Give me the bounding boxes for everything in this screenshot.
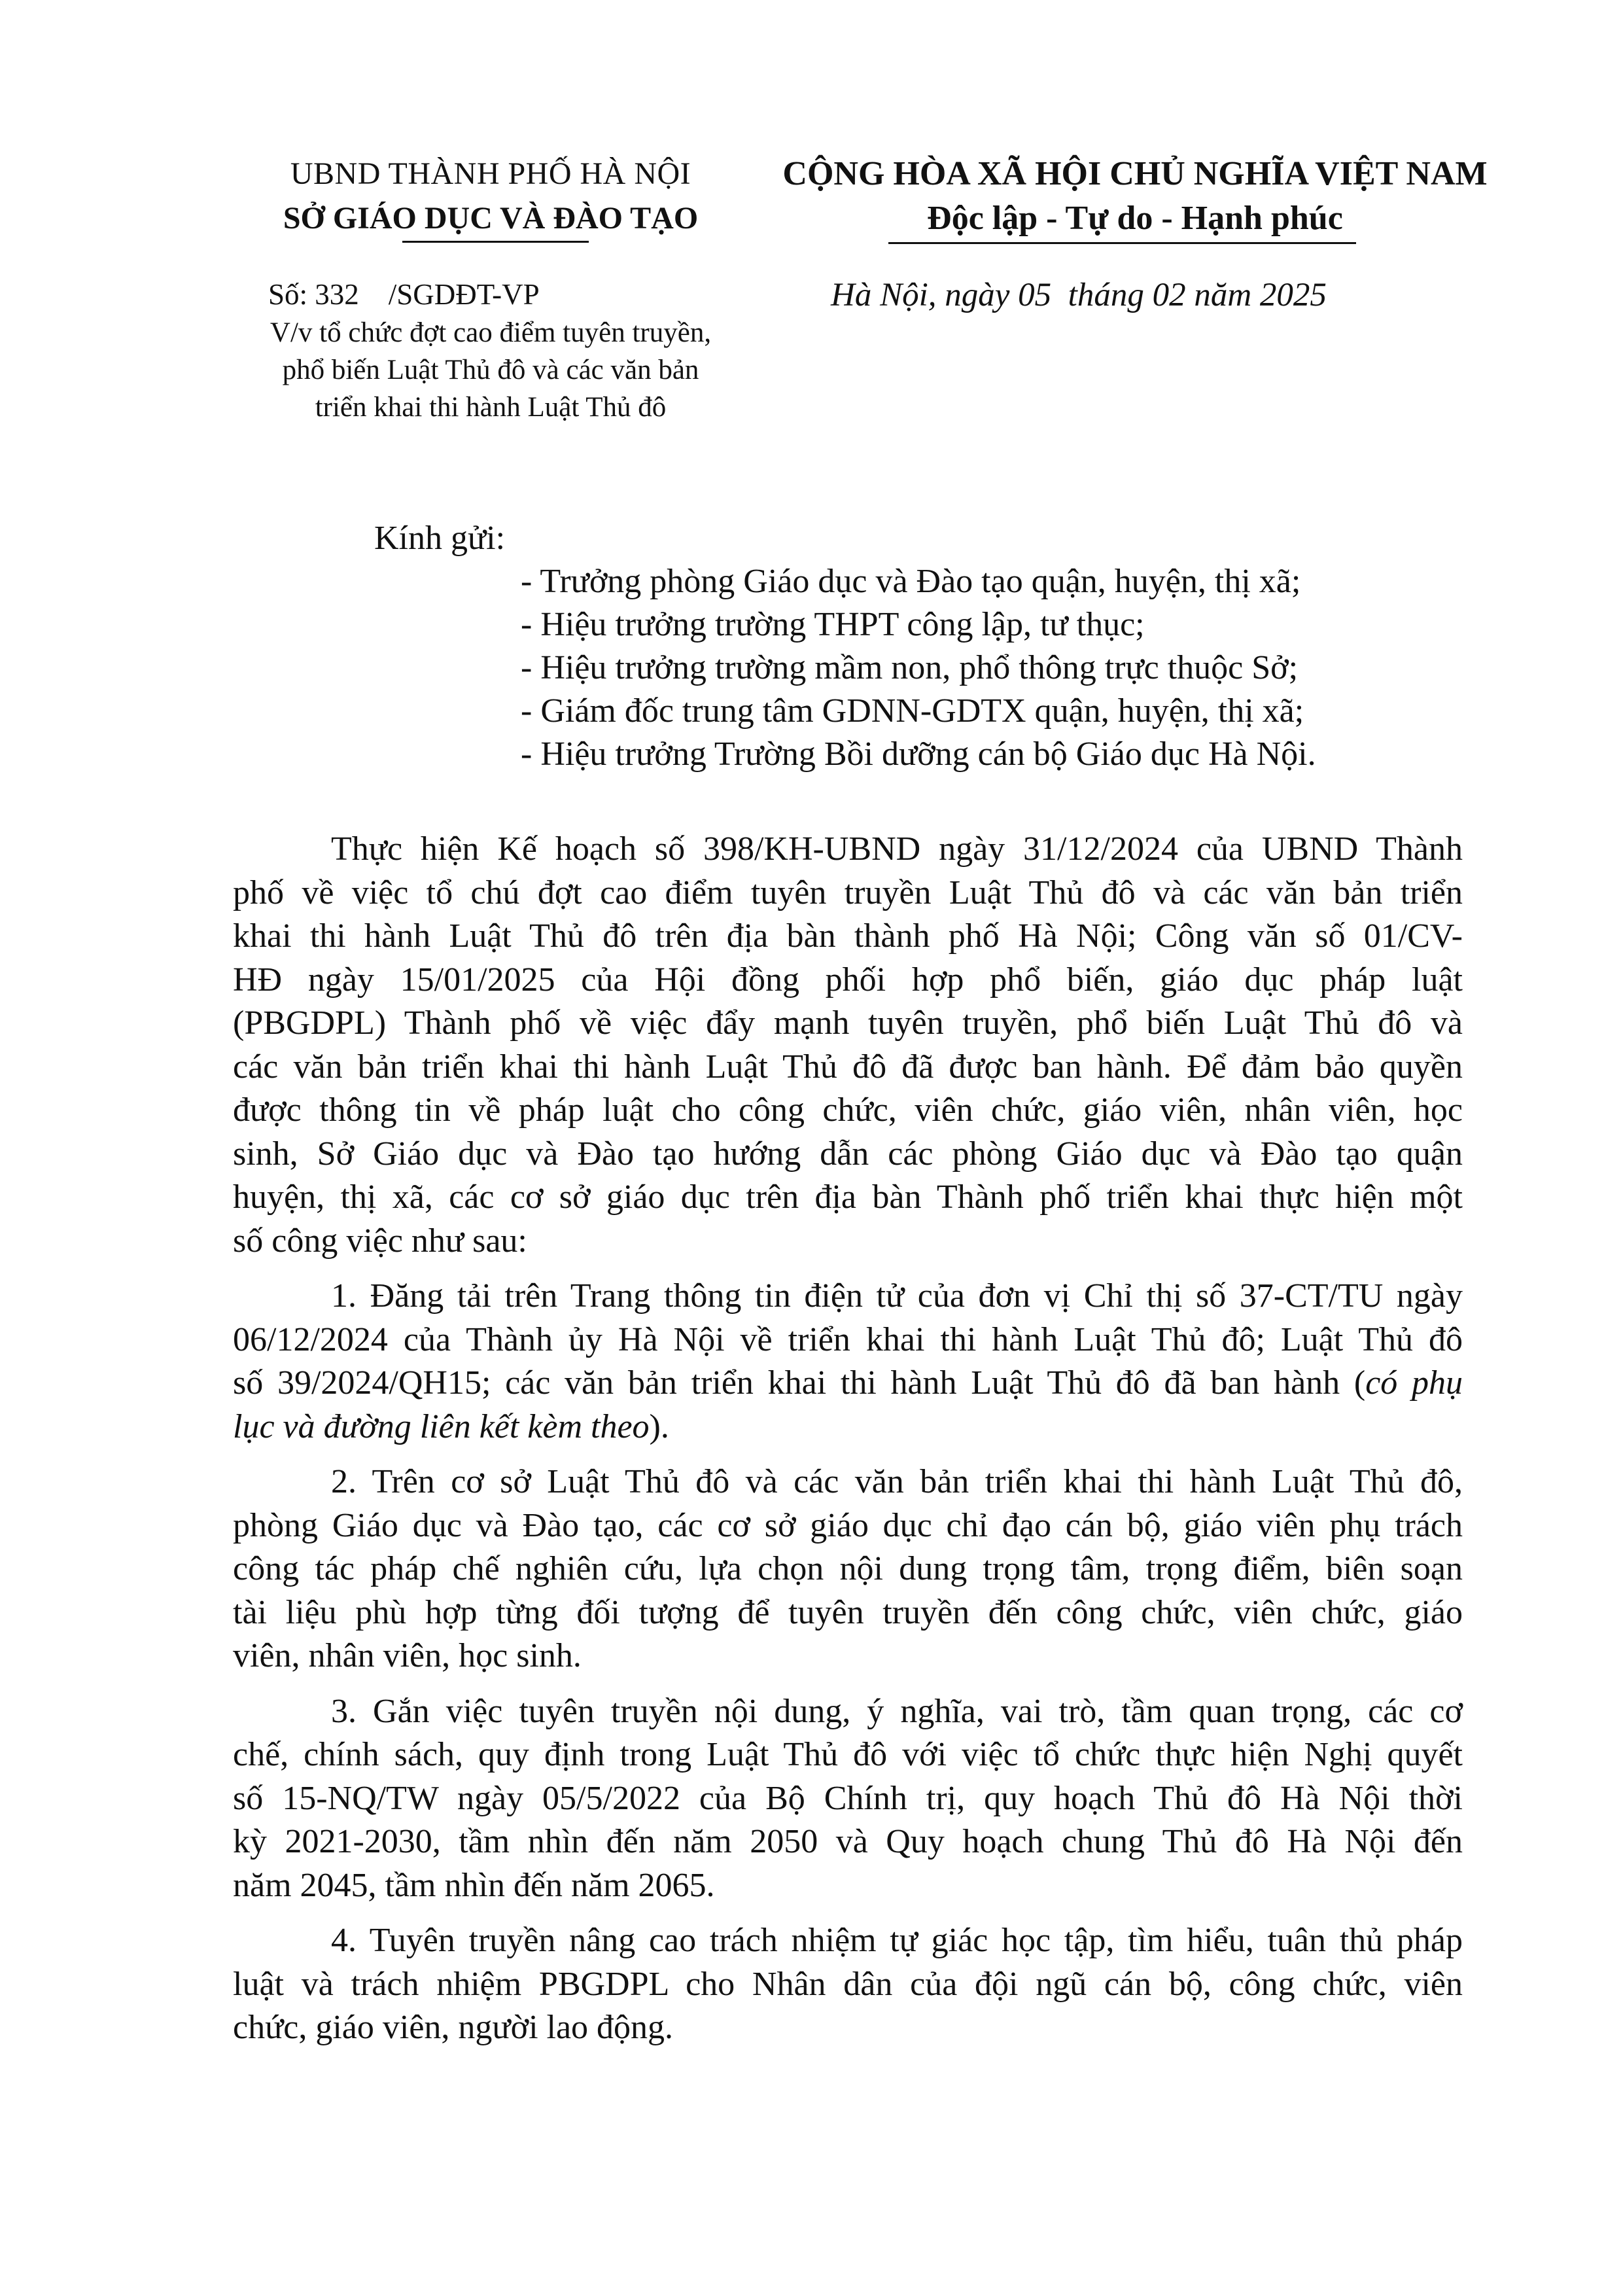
subject-line: phổ biến Luật Thủ đô và các văn bản [282,355,699,385]
national-header-block [746,152,1524,241]
body-line: số công việc như sau: [233,1222,527,1260]
body-line: 1. Đăng tải trên Trang thông tin điện tử của đơn vị Chỉ thị số 37-CT/TU ngày [331,1277,1463,1315]
agency-underline [402,241,589,243]
recipient-item: - Hiệu trưởng Trường Bồi dưỡng cán bộ Giáo dục Hà Nội. [521,735,1316,773]
body-line: huyện, thị xã, các cơ sở giáo dục trên địa bàn Thành phố triển khai thực hiện một [233,1178,1463,1216]
item-4-paragraph [233,1919,1463,2050]
body-line: 2. Trên cơ sở Luật Thủ đô và các văn bản triển khai thi hành Luật Thủ đô, [331,1463,1463,1500]
body-line: phòng Giáo dục và Đào tạo, các cơ sở giáo dục chỉ đạo cán bộ, giáo viên phụ trách [233,1506,1463,1544]
italic-fragment: có phụ [1365,1364,1463,1402]
salutation: Kính gửi: [374,520,506,557]
body-line: 3. Gắn việc tuyên truyền nội dung, ý nghĩa, vai trò, tầm quan trọng, các cơ [331,1692,1463,1730]
body-line: phố về việc tổ chú đợt cao điểm tuyên truyền Luật Thủ đô và các văn bản triển [233,874,1463,911]
body-line: năm 2045, tầm nhìn đến năm 2065. [233,1866,715,1904]
body-line: Thực hiện Kế hoạch số 398/KH-UBND ngày 31/12/2024 của UBND Thành [331,830,1463,868]
body-line: công tác pháp chế nghiên cứu, lựa chọn nội dung trọng tâm, trọng điểm, biên soạn [233,1550,1463,1587]
body-line: chế, chính sách, quy định trong Luật Thủ đô với việc tổ chức thực hiện Nghị quyết [233,1736,1463,1773]
body-line: chức, giáo viên, người lao động. [233,2009,674,2046]
recipient-item: - Hiệu trưởng trường THPT công lập, tư thục; [521,606,1145,643]
subject-line: V/v tổ chức đợt cao điểm tuyên truyền, [270,317,712,348]
body-line: các văn bản triển khai thi hành Luật Thủ đô đã được ban hành. Để đảm bảo quyền [233,1048,1463,1086]
body-line: (PBGDPL) Thành phố về việc đẩy mạnh tuyên truyền, phổ biến Luật Thủ đô và [233,1004,1463,1042]
intro-paragraph [233,828,1463,1263]
body-line-mixed [233,1405,1463,1449]
body-line: viên, nhân viên, học sinh. [233,1637,582,1674]
item-3-paragraph [233,1690,1463,1908]
body-line: tài liệu phù hợp từng đối tượng để tuyên truyền đến công chức, viên chức, giáo [233,1593,1463,1631]
body-line: HĐ ngày 15/01/2025 của Hội đồng phối hợp phổ biến, giáo dục pháp luật [233,961,1463,998]
recipient-item: - Hiệu trưởng trường mầm non, phổ thông trực thuộc Sở; [521,649,1299,686]
body-line: 06/12/2024 của Thành ủy Hà Nội về triển khai thi hành Luật Thủ đô; Luật Thủ đô [233,1320,1463,1358]
issuing-agency-block [236,152,746,241]
agency-name: SỞ GIÁO DỤC VÀ ĐÀO TẠO [283,201,699,236]
parent-agency: UBND THÀNH PHỐ HÀ NỘI [290,156,691,191]
item-2-paragraph [233,1460,1463,1678]
body-line: luật và trách nhiệm PBGDPL cho Nhân dân của đội ngũ cán bộ, công chức, viên [233,1965,1463,2003]
italic-fragment: lục và đường liên kết kèm theo [233,1407,650,1445]
national-motto: Độc lập - Tự do - Hạnh phúc [927,200,1343,237]
document-number: Số: 332 /SGDĐT-VP [268,278,540,311]
body-text-fragment: số 39/2024/QH15; các văn bản triển khai thi hành Luật Thủ đô đã ban hành ( [233,1364,1366,1402]
body-line-mixed [233,1362,1463,1405]
document-body [233,828,1463,2050]
recipient-item: - Giám đốc trung tâm GDNN-GDTX quận, huyện, thị xã; [521,692,1304,730]
body-line: số 15-NQ/TW ngày 05/5/2022 của Bộ Chính trị, quy hoạch Thủ đô Hà Nội thời [233,1779,1463,1817]
body-line: khai thi hành Luật Thủ đô trên địa bàn thành phố Hà Nội; Công văn số 01/CV- [233,917,1463,955]
country-name: CỘNG HÒA XÃ HỘI CHỦ NGHĨA VIỆT NAM [782,155,1488,192]
place-and-date: Hà Nội, ngày 05 tháng 02 năm 2025 [831,277,1327,313]
body-line: sinh, Sở Giáo dục và Đào tạo hướng dẫn các phòng Giáo dục và Đào tạo quận [233,1135,1463,1173]
body-line: kỳ 2021-2030, tầm nhìn đến năm 2050 và Quy hoạch chung Thủ đô Hà Nội đến [233,1823,1463,1860]
body-line: 4. Tuyên truyền nâng cao trách nhiệm tự giác học tập, tìm hiểu, tuân thủ pháp [331,1922,1463,1959]
recipient-list [521,560,1316,776]
body-line: được thông tin về pháp luật cho công chức, viên chức, giáo viên, nhân viên, học [233,1091,1463,1129]
item-1-paragraph [233,1275,1463,1449]
document-subject [242,314,739,426]
recipient-item: - Trưởng phòng Giáo dục và Đào tạo quận, huyện, thị xã; [521,563,1301,600]
body-text-fragment: ). [649,1407,669,1445]
motto-underline [888,242,1356,244]
subject-line: triển khai thi hành Luật Thủ đô [315,392,667,423]
